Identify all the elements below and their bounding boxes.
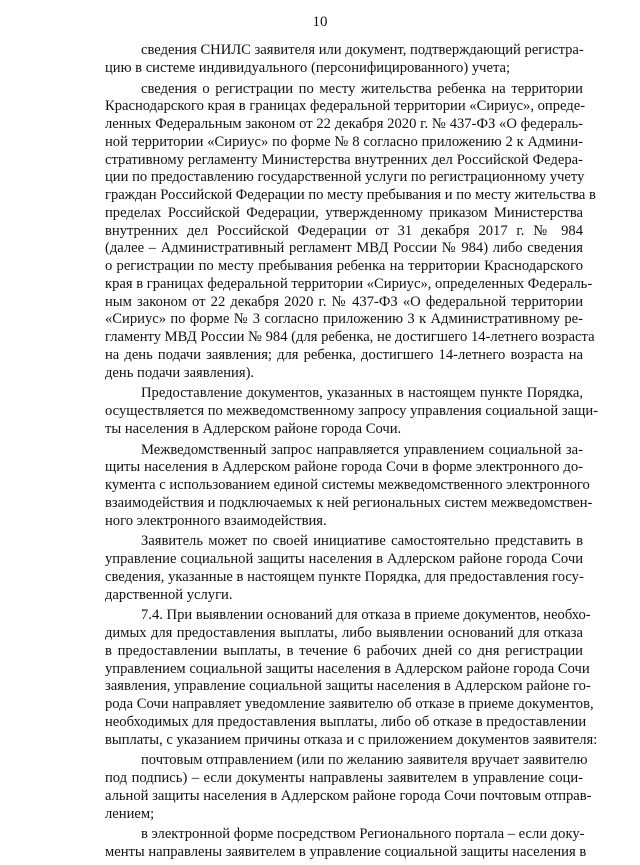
text-line: ции по предоставлению государственной услуги по регистрационному учету: [105, 169, 585, 186]
text-line: осуществляется по межведомственному запросу управления социальной защи-: [105, 403, 599, 419]
text-line: необходимых для предоставления выплаты, либо об отказе в предоставлении: [105, 713, 587, 730]
text-line: ленных Федеральным законом от 22 декабря 2020 г. № 437-ФЗ «О федераль-: [105, 116, 583, 132]
text-line: рода Сочи направляет уведомление заявителю об отказе в приеме документов,: [105, 696, 594, 712]
text-line: на день подачи заявления; для ребенка, достигшего 14-летнего возраста на: [105, 346, 583, 363]
text-line: лением;: [105, 805, 155, 822]
text-line: управлением социальной защиты населения в Адлерском районе города Сочи: [105, 660, 590, 677]
text-line: взаимодействия и подключаемых к ней региональных систем межведомствен-: [105, 494, 593, 511]
text-line: (далее – Административный регламент МВД России № 984) либо сведения: [105, 240, 583, 257]
text-line: заявления, управление социальной защиты населения в Адлерском районе го-: [105, 678, 591, 695]
paragraph: [105, 441, 593, 531]
text-line: дарственной услуги.: [105, 586, 233, 603]
text-line: Предоставление документов, указанных в настоящем пункте Порядка,: [141, 385, 583, 402]
text-line: «Сириус» по форме № 3 согласно приложению 3 к Административному ре-: [105, 311, 583, 328]
paragraph: [105, 80, 596, 383]
text-line: стративному регламенту Министерства внутренних дел Российской Федера-: [105, 151, 583, 168]
text-line: сведения о регистрации по месту жительства ребенка на территории: [141, 80, 583, 97]
text-line: щиты населения в Адлерском районе города Сочи в форме электронного до-: [105, 459, 583, 476]
paragraph: [105, 607, 598, 749]
text-line: края в границах федеральной территории «Сириус», определенных Федераль-: [105, 275, 593, 292]
text-line: кумента с использованием единой системы межведомственного электронного: [105, 477, 590, 493]
document-body: [105, 42, 599, 865]
text-line: гламенту МВД России № 984 (для ребенка, не достигшего 14-летнего возраста: [105, 329, 595, 345]
paragraph: [105, 752, 592, 823]
text-line: ного электронного взаимодействия.: [105, 512, 327, 529]
text-line: сведения, указанные в настоящем пункте Порядка, для предоставления госу-: [105, 568, 584, 585]
paragraph: [105, 826, 587, 862]
text-line: граждан Российской Федерации по месту пребывания и по месту жительства в: [105, 187, 596, 203]
text-line: сведения СНИЛС заявителя или документ, подтверждающий регистра-: [141, 42, 584, 58]
text-line: выплаты, с указанием причины отказа и с приложением документов заявителя:: [105, 731, 598, 748]
text-line: димых для предоставления выплаты, либо выявлении оснований для отказа: [105, 625, 583, 641]
paragraph: [105, 42, 583, 78]
text-line: Краснодарского края в границах федеральной территории «Сириус», опреде-: [105, 98, 586, 115]
text-line: о регистрации по месту пребывания ребенка на территории Краснодарского: [105, 258, 583, 274]
text-line: ной территории «Сириус» по форме № 8 согласно приложению 2 к Админи-: [105, 133, 583, 150]
text-line: Заявитель может по своей инициативе самостоятельно представить в: [141, 533, 583, 550]
paragraph: [105, 533, 583, 604]
text-line: управление социальной защиты населения в Адлерском районе города Сочи: [105, 551, 583, 567]
text-line: в электронной форме посредством Регионального портала – если доку-: [141, 826, 585, 843]
text-line: альной защиты населения в Адлерском районе города Сочи почтовым отправ-: [105, 787, 592, 804]
text-line: пределах Российской Федерации, утвержденному приказом Министерства: [105, 204, 583, 221]
text-line: под подпись) – если документы направлены заявителем в управление соци-: [105, 770, 583, 786]
text-line: 7.4. При выявлении оснований для отказа в приеме документов, необхо-: [141, 607, 591, 624]
text-line: менты направлены заявителем в управление социальной защиты населения в: [105, 844, 587, 860]
text-line: ным законом от 22 декабря 2020 г. № 437-ФЗ «О федеральной территории: [105, 293, 583, 310]
text-line: в предоставлении выплаты, в течение 6 рабочих дней со дня регистрации: [105, 642, 583, 659]
text-line: Межведомственный запрос направляется управлением социальной за-: [141, 441, 583, 458]
text-line: день подачи заявления).: [105, 364, 255, 381]
paragraph: [105, 385, 599, 438]
text-line: внутренних дел Российской Федерации от 31 декабря 2017 г. № 984: [105, 222, 583, 239]
text-line: ты населения в Адлерском районе города Сочи.: [105, 420, 402, 437]
text-line: почтовым отправлением (или по желанию заявителя вручает заявителю: [141, 752, 588, 769]
text-line: цию в системе индивидуального (персонифицированного) учета;: [105, 59, 511, 76]
page-number: 10: [312, 14, 328, 30]
